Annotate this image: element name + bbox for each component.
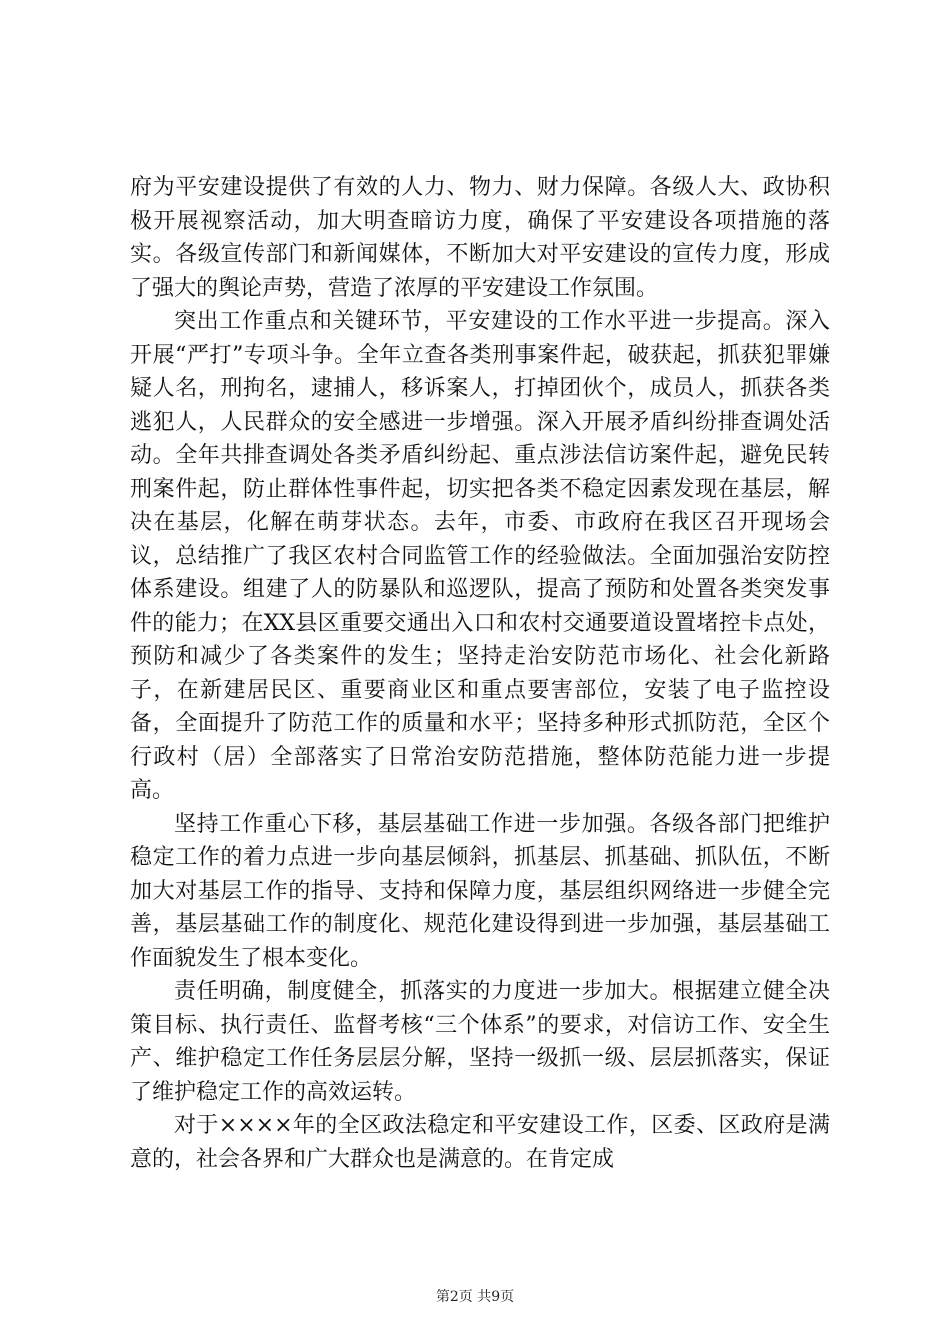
paragraph-4: 责任明确，制度健全，抓落实的力度进一步加大。根据建立健全决策目标、执行责任、监督考核“三个体系”的要求，对信访工作、安全生产、维护稳定工作任务层层分解，坚持一级抓一级、层层抓落实，保证了维护稳定工作的高效运转。	[130, 979, 830, 1105]
document-body	[130, 171, 830, 1176]
paragraph-2: 突出工作重点和关键环节，平安建设的工作水平进一步提高。深入开展“严打”专项斗争。全年立查各类刑事案件起，破获起，抓获犯罪嫌疑人名，刑拘名，逮捕人，移诉案人，打掉团伙个，成员人，抓获各类逃犯人，人民群众的安全感进一步增强。深入开展矛盾纠纷排查调处活动。全年共排查调处各类矛盾纠纷起、重点涉法信访案件起，避免民转刑案件起，防止群体性事件起，切实把各类不稳定因素发现在基层，解决在基层，化解在萌芽状态。去年，市委、市政府在我区召开现场会议，总结推广了我区农村合同监管工作的经验做法。全面加强治安防控体系建设。组建了人的防暴队和巡逻队，提高了预防和处置各类突发事件的能力；在XX县区重要交通出入口和农村交通要道设置堵控卡点处，预防和减少了各类案件的发生；坚持走治安防范市场化、社会化新路子，在新建居民区、重要商业区和重点要害部位，安装了电子监控设备，全面提升了防范工作的质量和水平；坚持多种形式抓防范，全区个行政村（居）全部落实了日常治安防范措施，整体防范能力进一步提高。	[130, 309, 830, 803]
paragraph-1: 府为平安建设提供了有效的人力、物力、财力保障。各级人大、政协积极开展视察活动，加大明查暗访力度，确保了平安建设各项措施的落实。各级宣传部门和新闻媒体，不断加大对平安建设的宣传力度，形成了强大的舆论声势，营造了浓厚的平安建设工作氛围。	[130, 175, 830, 301]
page-number-footer: 第2页 共9页	[435, 1289, 515, 1305]
paragraph-5: 对于××××年的全区政法稳定和平安建设工作，区委、区政府是满意的，社会各界和广大群众也是满意的。在肯定成	[130, 1113, 830, 1172]
paragraph-3: 坚持工作重心下移，基层基础工作进一步加强。各级各部门把维护稳定工作的着力点进一步向基层倾斜，抓基层、抓基础、抓队伍，不断加大对基层工作的指导、支持和保障力度，基层组织网络进一步健全完善，基层基础工作的制度化、规范化建设得到进一步加强，基层基础工作面貌发生了根本变化。	[130, 811, 830, 971]
